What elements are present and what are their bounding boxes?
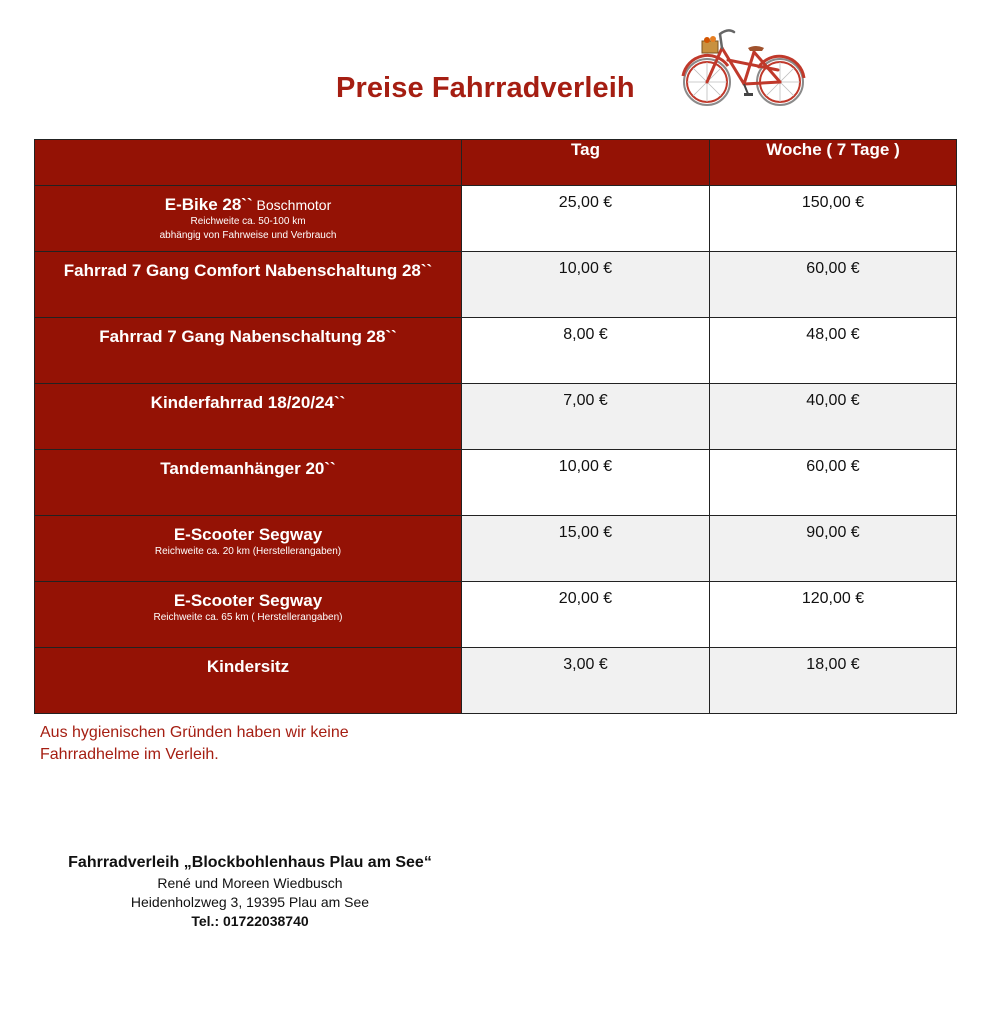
price-day: 10,00 €	[558, 458, 613, 475]
table-row	[35, 648, 957, 714]
item-detail: abhängig von Fahrweise und Verbrauch	[159, 230, 337, 241]
item-name-cell	[35, 450, 462, 516]
price-week-cell	[710, 582, 957, 648]
price-week-cell	[710, 450, 957, 516]
price-week-cell	[710, 186, 957, 252]
price-day: 20,00 €	[558, 590, 613, 607]
item-name: Kinderfahrrad 18/20/24``	[150, 393, 346, 412]
table-row	[35, 384, 957, 450]
price-week-cell	[710, 384, 957, 450]
price-week-cell	[710, 516, 957, 582]
phone-number: Tel.: 01722038740	[191, 913, 309, 929]
item-name-cell	[35, 186, 462, 252]
item-detail: Reichweite ca. 20 km (Herstellerangaben)	[154, 546, 342, 557]
price-day: 3,00 €	[563, 656, 608, 673]
price-day: 10,00 €	[558, 260, 613, 277]
item-name: Kindersitz	[206, 657, 290, 676]
note-line: Fahrradhelme im Verleih.	[40, 746, 219, 763]
item-name: E-Scooter Segway	[173, 591, 323, 610]
table-row	[35, 582, 957, 648]
item-name-cell	[35, 648, 462, 714]
price-week-cell	[710, 648, 957, 714]
item-name: Tandemanhänger 20``	[160, 459, 336, 478]
table-row	[35, 318, 957, 384]
owner-names: René und Moreen Wiedbusch	[157, 875, 343, 891]
item-name: E-Scooter Segway	[173, 525, 323, 544]
item-detail: Reichweite ca. 50-100 km	[190, 216, 306, 227]
item-name: Fahrrad 7 Gang Comfort Nabenschaltung 28``	[63, 261, 433, 280]
column-header	[35, 140, 462, 186]
price-week: 60,00 €	[806, 458, 860, 475]
item-name-cell	[35, 516, 462, 582]
price-day-cell	[462, 516, 710, 582]
item-detail: Reichweite ca. 65 km ( Herstellerangaben)	[153, 612, 343, 623]
item-name: E-Bike 28``	[164, 195, 253, 214]
price-week-cell	[710, 318, 957, 384]
bicycle-icon	[678, 24, 806, 112]
price-week: 90,00 €	[806, 524, 860, 541]
column-header-day: Tag	[462, 140, 710, 186]
price-week: 120,00 €	[801, 590, 865, 607]
business-name: Fahrradverleih „Blockbohlenhaus Plau am See“	[68, 854, 432, 871]
price-day-cell	[462, 318, 710, 384]
price-day-cell	[462, 648, 710, 714]
table-row	[35, 450, 957, 516]
address: Heidenholzweg 3, 19395 Plau am See	[130, 894, 370, 910]
price-day: 8,00 €	[563, 326, 608, 343]
price-week: 60,00 €	[806, 260, 860, 277]
price-day: 7,00 €	[563, 392, 608, 409]
table-header-row	[35, 140, 957, 186]
price-table	[34, 139, 957, 714]
price-day-cell	[462, 582, 710, 648]
price-day: 25,00 €	[558, 194, 613, 211]
price-day-cell	[462, 450, 710, 516]
price-day-cell	[462, 384, 710, 450]
item-name-cell	[35, 252, 462, 318]
helmet-note	[40, 722, 440, 766]
item-name-cell	[35, 318, 462, 384]
price-week: 150,00 €	[801, 194, 865, 211]
item-name-cell	[35, 582, 462, 648]
contact-block	[40, 852, 460, 931]
price-day-cell	[462, 186, 710, 252]
price-week: 18,00 €	[806, 656, 860, 673]
price-week: 40,00 €	[806, 392, 860, 409]
price-day-cell	[462, 252, 710, 318]
table-row	[35, 186, 957, 252]
table-row	[35, 252, 957, 318]
page-title: Preise Fahrradverleih	[336, 72, 635, 104]
price-week: 48,00 €	[806, 326, 860, 343]
price-day: 15,00 €	[558, 524, 613, 541]
item-name-suffix: Boschmotor	[252, 197, 332, 213]
column-header-week: Woche ( 7 Tage )	[710, 140, 957, 186]
price-week-cell	[710, 252, 957, 318]
item-name: Fahrrad 7 Gang Nabenschaltung 28``	[99, 327, 397, 346]
table-row	[35, 516, 957, 582]
note-line: Aus hygienischen Gründen haben wir keine	[40, 724, 349, 741]
item-name-cell	[35, 384, 462, 450]
